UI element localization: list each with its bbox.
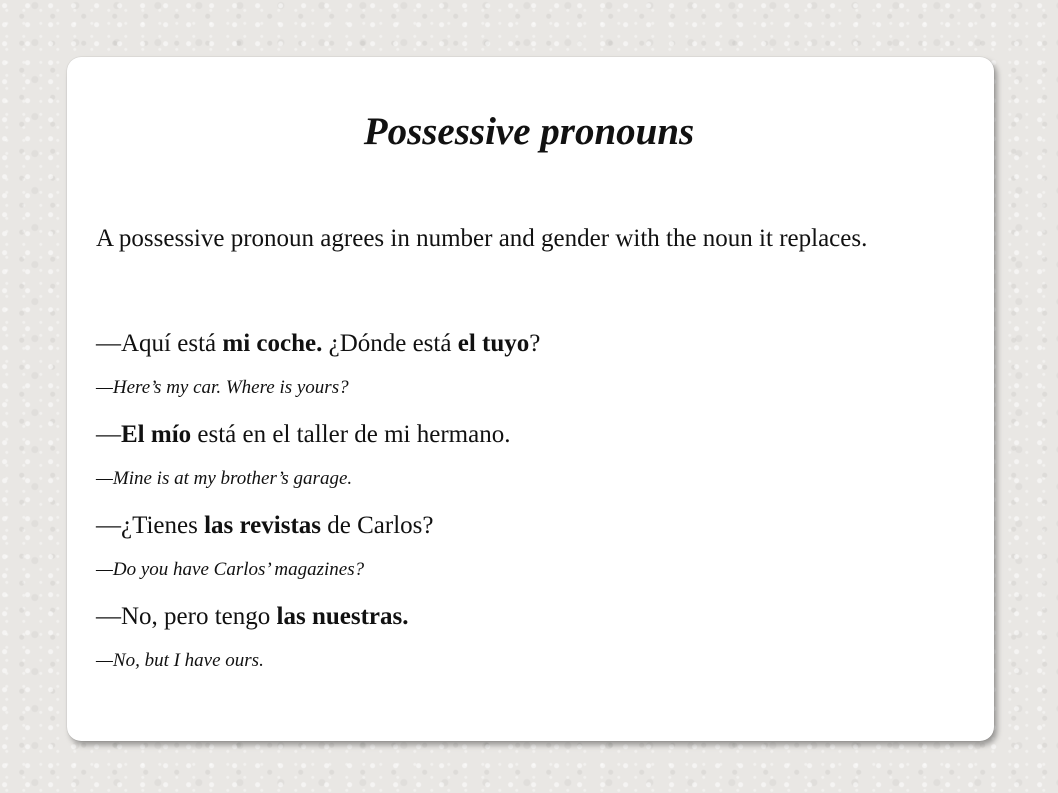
example-4-spanish-bold: las nuestras.: [276, 603, 409, 630]
example-1-spanish-bold: mi coche.: [222, 330, 323, 357]
example-1-spanish-part: —Aquí está: [96, 330, 223, 357]
example-1-spanish-bold: el tuyo: [457, 330, 530, 357]
example-3-english: —Do you have Carlos’ magazines?: [96, 559, 365, 580]
example-2-spanish: [96, 420, 510, 450]
example-3-spanish-bold: las revistas: [204, 512, 322, 539]
example-4-spanish-part: —No, pero tengo: [96, 603, 277, 630]
example-3-spanish-part: —¿Tienes: [96, 512, 205, 539]
example-2-spanish-part: está en el taller de mi hermano.: [191, 421, 511, 448]
example-2-spanish-bold: El mío: [121, 421, 192, 448]
example-1-spanish-part: ?: [529, 330, 541, 357]
example-1-spanish-part: ¿Dónde está: [322, 330, 458, 357]
example-2-spanish-part: —: [96, 421, 121, 448]
example-4-english: —No, but I have ours.: [96, 650, 264, 671]
example-1-english: —Here’s my car. Where is yours?: [96, 377, 349, 398]
slide-title: Possessive pronouns: [363, 110, 695, 153]
intro-paragraph: A possessive pronoun agrees in number and gender with the noun it replaces.: [96, 225, 868, 252]
example-3-spanish-part: de Carlos?: [321, 512, 434, 539]
example-2-english: —Mine is at my brother’s garage.: [96, 468, 353, 489]
example-4-spanish: [96, 602, 409, 632]
example-3-spanish: [96, 511, 433, 541]
example-1-spanish: [96, 329, 540, 359]
slide-card: [67, 57, 994, 741]
